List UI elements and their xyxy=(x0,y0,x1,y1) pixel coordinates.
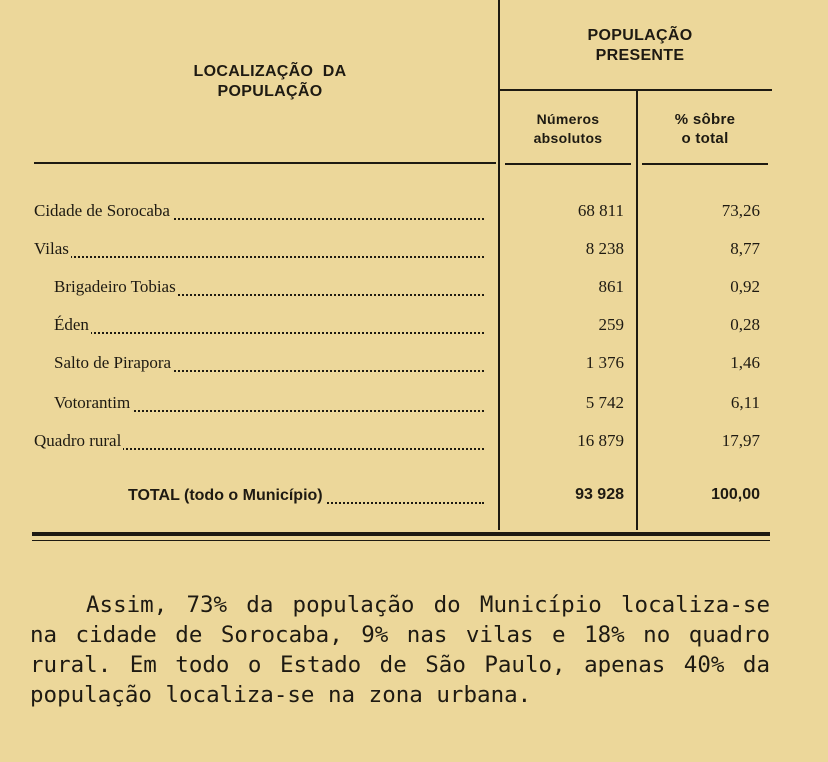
row-absolute: 16 879 xyxy=(577,431,624,450)
row-percent: 1,46 xyxy=(730,353,760,372)
row-absolute: 861 xyxy=(598,277,624,296)
total-label: TOTAL (todo o Município) xyxy=(128,487,323,504)
row-absolute: 68 811 xyxy=(577,201,624,220)
table-bottom-rule-thin xyxy=(32,540,770,541)
group-header-line-2: PRESENTE xyxy=(595,47,685,64)
row-absolute: 1 376 xyxy=(585,353,624,372)
row-percent: 73,26 xyxy=(721,201,760,220)
table-row xyxy=(34,268,824,306)
row-label: Quadro rural xyxy=(34,431,122,450)
total-percent: 100,00 xyxy=(711,486,760,503)
row-label: Cidade de Sorocaba xyxy=(34,201,170,220)
paragraph-text: Assim, 73% da população do Município localiza-se na cidade de Sorocaba, 9% nas vilas e 18% no quadro rural. Em todo o Estado de São Paulo, apenas 40% da população localiza-se na zona urbana. xyxy=(30,592,770,708)
table-bottom-rule-thick xyxy=(32,532,770,536)
table-row xyxy=(34,192,824,230)
pct-header-line-2: o total xyxy=(681,130,729,147)
row-label: Votorantim xyxy=(54,393,131,412)
row-percent: 0,28 xyxy=(730,315,760,334)
body-paragraph xyxy=(30,590,770,710)
header-bottom-rule-left xyxy=(34,162,496,164)
row-percent: 0,92 xyxy=(730,277,760,296)
percent-header xyxy=(645,110,765,148)
location-header-line-2: POPULAÇÃO xyxy=(217,83,323,100)
row-percent: 8,77 xyxy=(730,239,760,258)
abs-header-line-1: Números xyxy=(536,111,600,127)
row-label: Éden xyxy=(54,315,89,334)
row-label: Vilas xyxy=(34,239,69,258)
row-absolute: 8 238 xyxy=(585,239,624,258)
row-label: Salto de Pirapora xyxy=(54,353,172,372)
row-percent: 17,97 xyxy=(721,431,760,450)
table-row xyxy=(34,344,824,382)
total-absolute: 93 928 xyxy=(575,486,624,503)
row-absolute: 5 742 xyxy=(585,393,624,412)
table-row xyxy=(34,384,824,422)
row-percent: 6,11 xyxy=(730,393,760,412)
table-row xyxy=(34,230,824,268)
absolute-numbers-header xyxy=(505,110,631,148)
header-bottom-rule-abs xyxy=(505,163,631,165)
location-column-header xyxy=(140,62,400,102)
group-header-line-1: POPULAÇÃO xyxy=(587,27,693,44)
header-bottom-rule-pct xyxy=(642,163,768,165)
abs-header-line-2: absolutos xyxy=(533,130,603,146)
table-total-row xyxy=(34,476,824,514)
table-row xyxy=(34,306,824,344)
location-header-line-1: LOCALIZAÇÃO DA xyxy=(193,63,347,80)
row-label: Brigadeiro Tobias xyxy=(54,277,176,296)
pct-header-line-1: % sôbre xyxy=(674,111,736,128)
table-row xyxy=(34,422,824,460)
population-group-header xyxy=(520,26,760,66)
row-absolute: 259 xyxy=(598,315,624,334)
